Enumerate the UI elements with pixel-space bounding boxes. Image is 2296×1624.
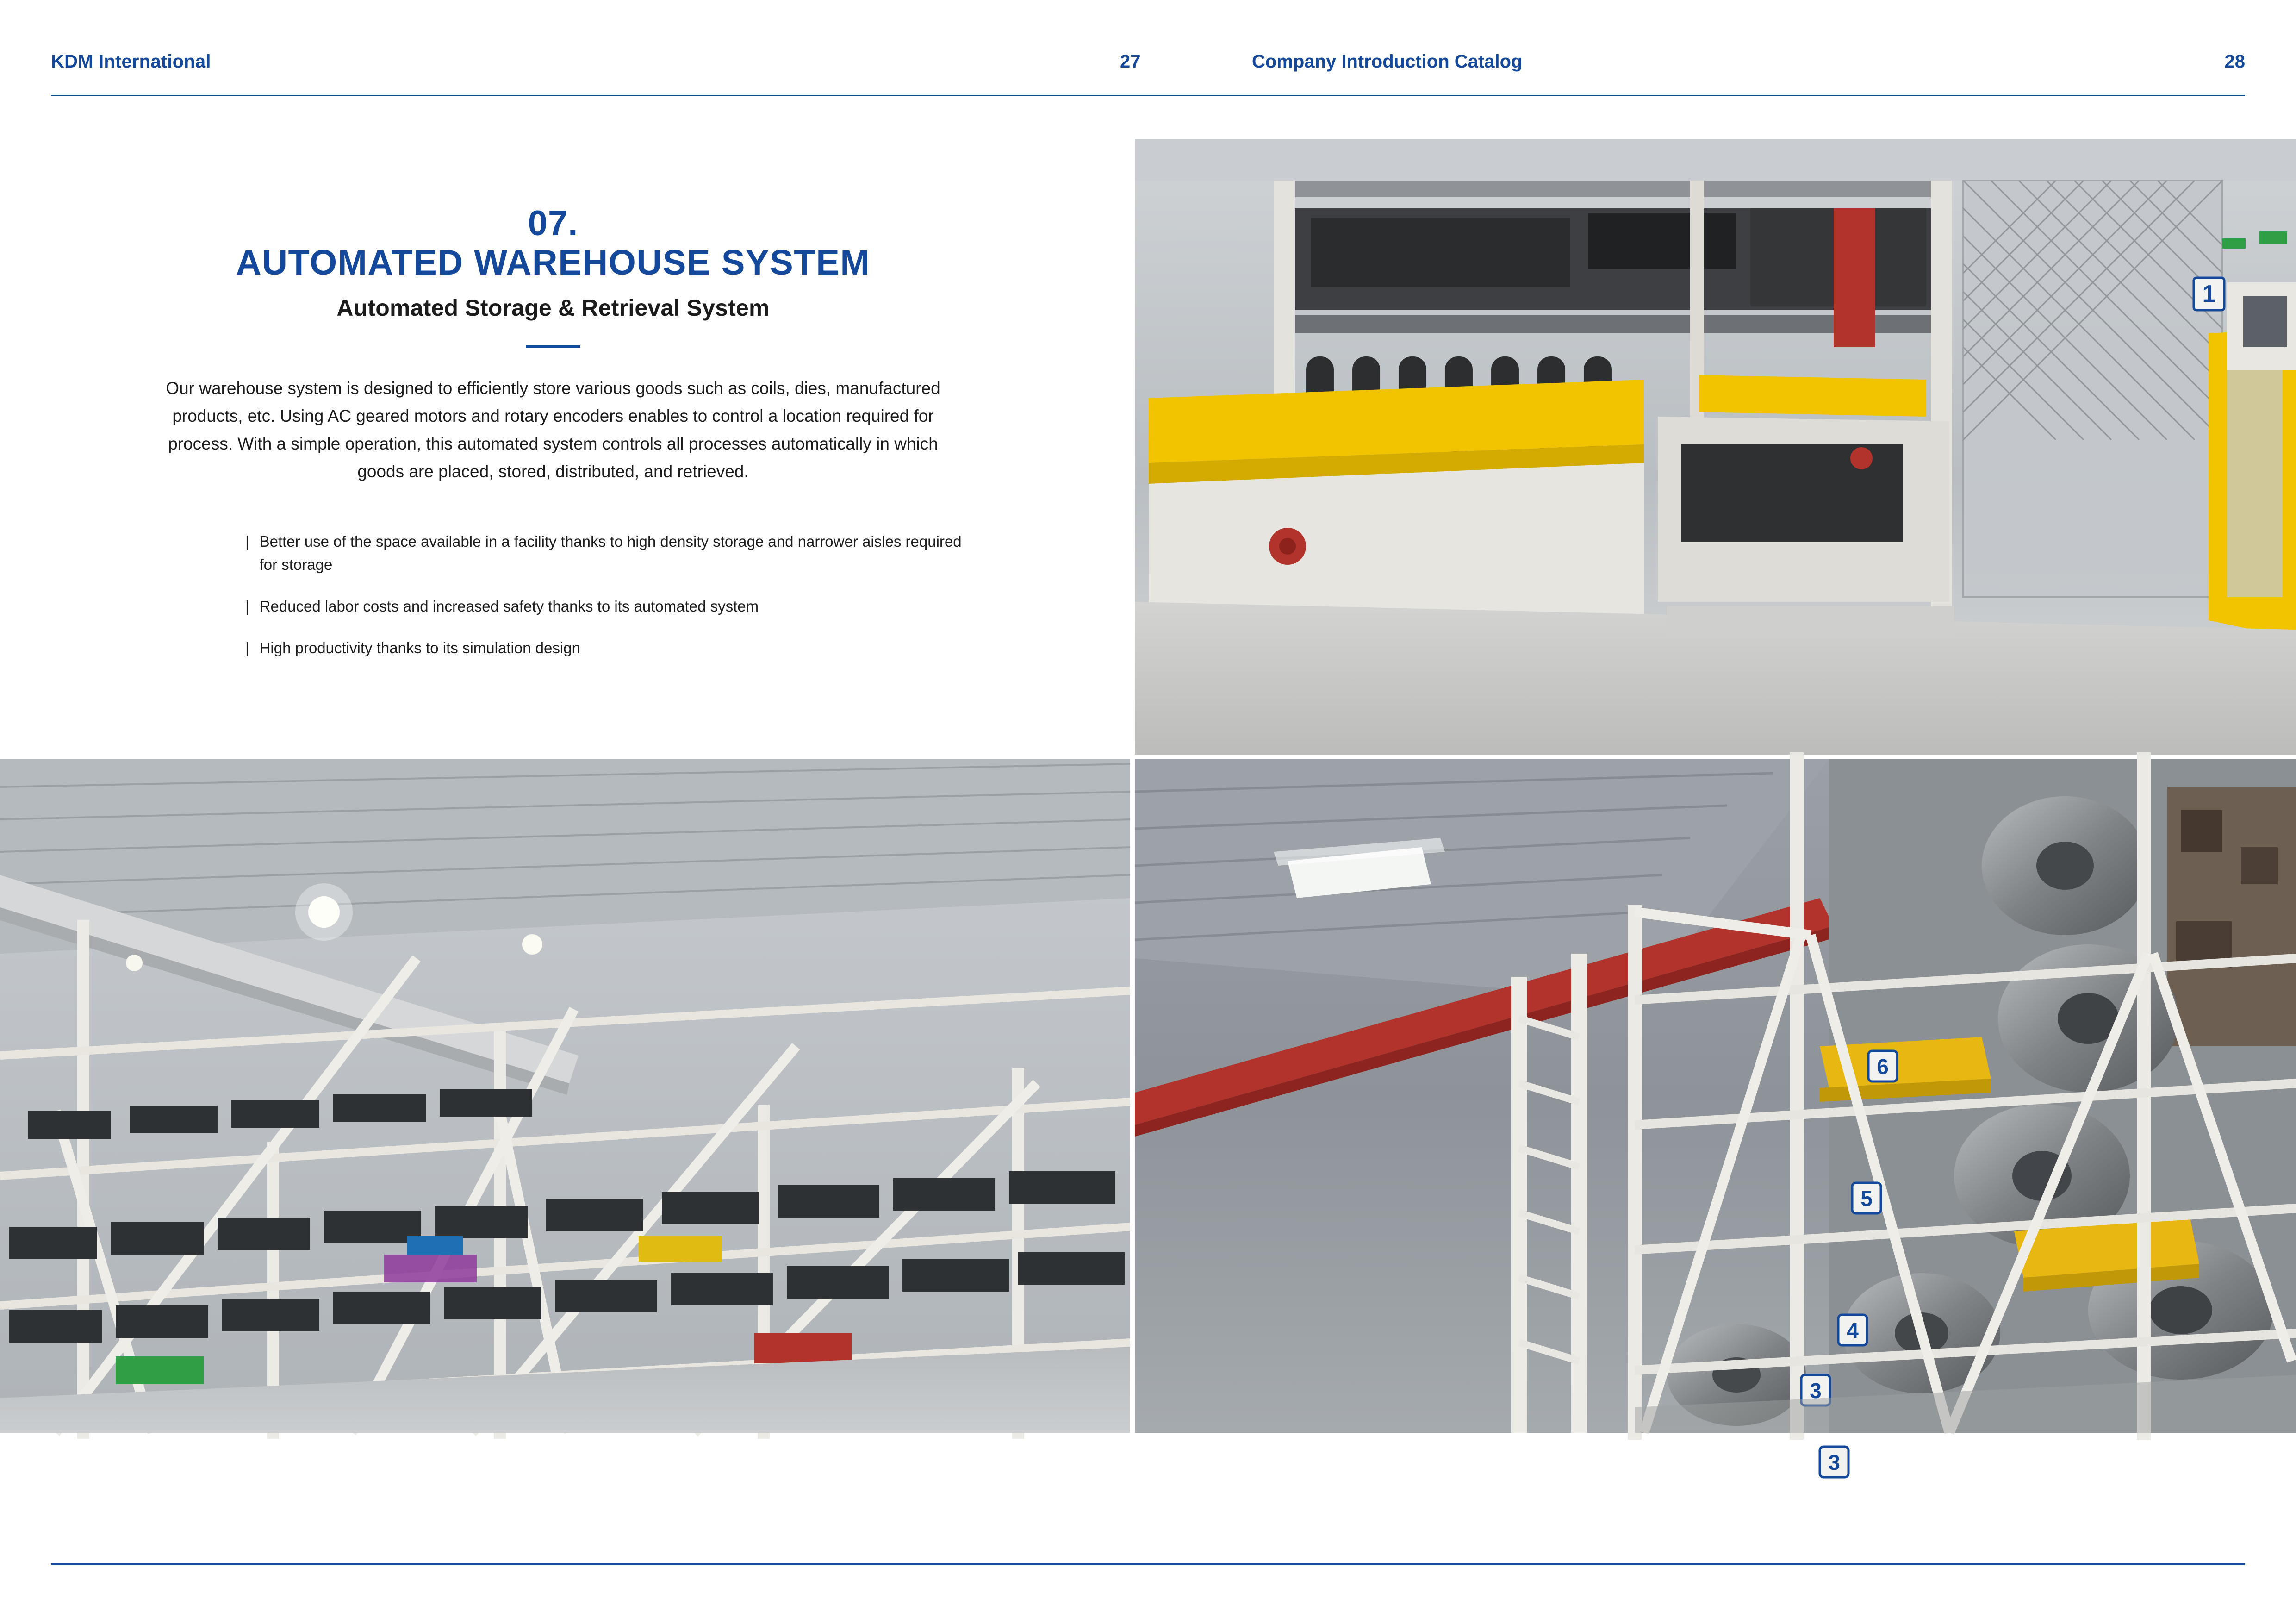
svg-text:6: 6 (1877, 1055, 1889, 1079)
list-item (245, 595, 967, 618)
list-item (245, 530, 967, 576)
photo-automated-conveyor-press (1135, 139, 2296, 755)
header-company-name: KDM International (51, 51, 211, 72)
svg-text:1: 1 (2202, 281, 2216, 307)
photo-bottom-left-graphic (0, 759, 1130, 1433)
header-catalog-title: Company Introduction Catalog (1252, 51, 1523, 72)
photo-top-right-graphic (1135, 139, 2296, 755)
header-page-number-right: 28 (2224, 51, 2245, 72)
section-number: 07. (528, 204, 579, 243)
svg-text:5: 5 (1860, 1187, 1873, 1211)
feature-list (245, 530, 967, 660)
svg-text:4: 4 (1847, 1318, 1859, 1343)
footer-divider (51, 1563, 2245, 1565)
photo-coil-storage-rack-bays (1135, 759, 2296, 1474)
list-item-label: High productivity thanks to its simulation design (259, 639, 580, 657)
svg-text:3: 3 (1810, 1379, 1822, 1403)
section-text-column (139, 204, 967, 679)
page-header (51, 44, 2245, 86)
photo-bottom-right-graphic (1135, 759, 2296, 1474)
svg-text:3: 3 (1828, 1450, 1840, 1474)
bullet-marker-icon: | (245, 598, 249, 615)
title-divider (526, 345, 580, 348)
header-divider (51, 95, 2245, 96)
bullet-marker-icon: | (245, 532, 249, 550)
section-subtitle: Automated Storage & Retrieval System (336, 295, 770, 321)
list-item-label: Reduced labor costs and increased safety thanks to its automated system (259, 598, 759, 615)
header-page-number-left: 27 (1120, 51, 1141, 72)
section-title: AUTOMATED WAREHOUSE SYSTEM (236, 243, 871, 283)
bullet-marker-icon: | (245, 639, 249, 657)
list-item (245, 637, 967, 660)
photo-high-density-rack-storage (0, 759, 1130, 1433)
list-item-label: Better use of the space available in a facility thanks to high density storage and narrower aisles required for storage (259, 532, 962, 574)
section-body-text: Our warehouse system is designed to efficiently store various goods such as coils, dies, manufactured products, etc. Using AC geared motors and rotary encoders enables to control a location required for process. With a simple operation, this automated system controls all processes automatically in which goods are placed, stored, distributed, and retrieved. (166, 379, 940, 481)
